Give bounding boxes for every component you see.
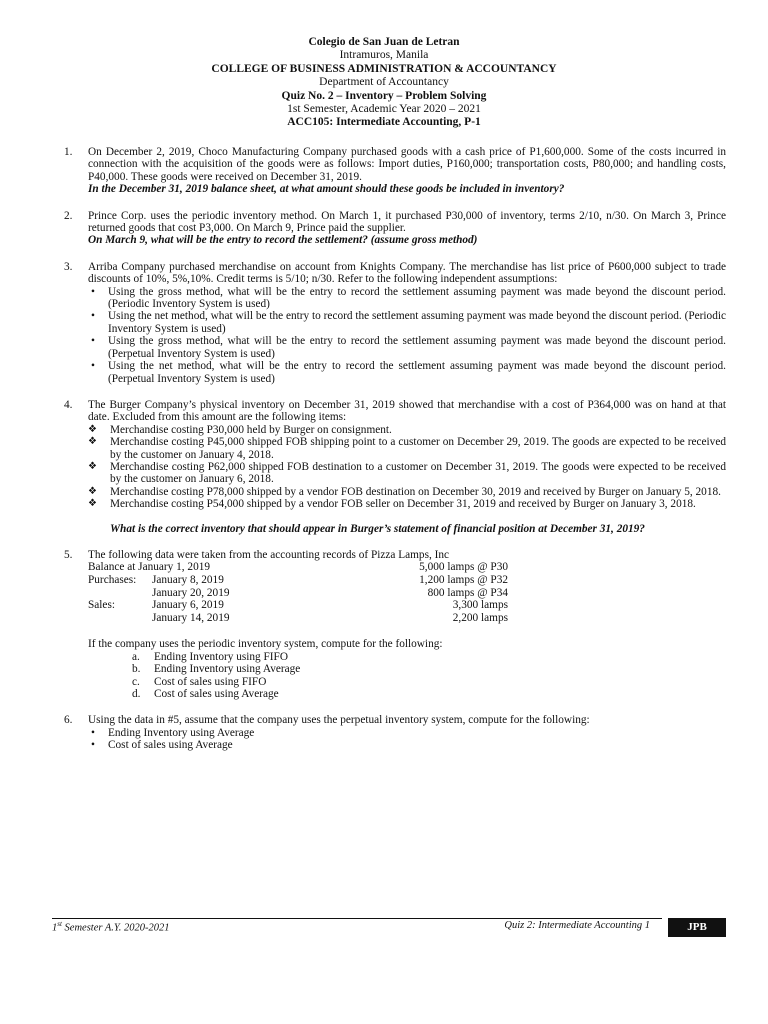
list-item: • Using the gross method, what will be the entry to record the settlement assuming payment was made beyond the discount period. (Periodic Inventory System is used) [91, 285, 726, 311]
question-text: Arriba Company purchased merchandise on account from Knights Company. The merchandise has list price of P600,000 subject to trade discounts of 10%, 5%,10%. Credit terms is 5/10; n/30. Refer to the following independent assumptions: [88, 260, 726, 286]
instruction-text: If the company uses the periodic inventory system, compute for the following: [88, 638, 443, 651]
table-row: Sales: January 6, 2019 3,300 lamps [88, 599, 508, 612]
question-text: The Burger Company’s physical inventory on December 31, 2019 showed that merchandise with a cost of P364,000 was on hand at that date. Excluded from this amount are the following items: [88, 398, 726, 424]
list-item: b. Ending Inventory using Average [132, 663, 301, 676]
list-item: ❖ Merchandise costing P54,000 shipped by a vendor FOB seller on December 31, 2019 and received by Burger on January 3, 2018. [88, 498, 696, 511]
excluded-items-list [88, 424, 726, 511]
table-row: Purchases: January 8, 2019 1,200 lamps @ P32 [88, 573, 508, 586]
document-header [0, 36, 768, 130]
diamond-bullet-icon: ❖ [88, 436, 97, 448]
diamond-bullet-icon: ❖ [88, 423, 97, 435]
question-prompt: On March 9, what will be the entry to record the settlement? (assume gross method) [88, 234, 478, 247]
bullet-icon: • [91, 285, 95, 298]
question-text: Using the data in #5, assume that the company uses the perpetual inventory system, compute for the following: [88, 714, 590, 727]
course-title: ACC105: Intermediate Accounting, P-1 [287, 116, 481, 129]
question-prompt: What is the correct inventory that should appear in Burger’s statement of financial position at December 31, 2019? [110, 522, 645, 535]
bullet-icon: • [91, 335, 95, 348]
question-6 [64, 714, 726, 751]
bullet-icon: • [91, 310, 95, 323]
question-3 [64, 261, 726, 385]
quiz-title: Quiz No. 2 – Inventory – Problem Solving [281, 89, 487, 102]
question-number: 1. [64, 146, 73, 158]
question-number: 3. [64, 260, 73, 273]
list-item: • Cost of sales using Average [91, 739, 233, 752]
question-text: The following data were taken from the accounting records of Pizza Lamps, Inc [88, 548, 450, 561]
list-item: • Ending Inventory using Average [91, 726, 255, 739]
list-item: d. Cost of sales using Average [132, 687, 279, 700]
table-row: January 14, 2019 2,200 lamps [152, 611, 508, 624]
question-1 [64, 146, 726, 196]
list-item: ❖ Merchandise costing P62,000 shipped FOB destination to a customer on December 31, 2019. The goods were expected to be received by the customer on January 6, 2018. [88, 460, 726, 486]
list-item: • Using the gross method, what will be the entry to record the settlement assuming payment was made beyond the discount period. (Perpetual Inventory System is used) [91, 335, 726, 360]
question-text: On December 2, 2019, Choco Manufacturing Company purchased goods with a cash price of P1,600,000. Some of the costs incurred in connection with the acquisition of the goods were as follows: Import duties, P160,000; transportation costs, P80,000; and handling costs, P40,000. These goods were received on December 31, 2019. [88, 146, 726, 183]
list-item: ❖ Merchandise costing P30,000 held by Burger on consignment. [88, 423, 392, 436]
list-item: • Using the net method, what will be the entry to record the settlement assuming payment was made beyond the discount period. (Perpetual Inventory System is used) [91, 360, 726, 385]
question-prompt: In the December 31, 2019 balance sheet, at what amount should these goods be included in inventory? [88, 183, 565, 196]
list-item: ❖ Merchandise costing P45,000 shipped FOB shipping point to a customer on December 29, 2019. The goods are expected to be received by the customer on January 4, 2018. [88, 436, 726, 461]
compute-list [88, 651, 726, 701]
diamond-bullet-icon: ❖ [88, 460, 97, 472]
list-item: a. Ending Inventory using FIFO [132, 650, 288, 663]
footer-rule [52, 918, 662, 919]
instructor-initials-badge: JPB [668, 918, 726, 937]
list-item: • Using the net method, what will be the entry to record the settlement assuming payment was made beyond the discount period. (Periodic Inventory System is used) [91, 310, 726, 335]
bullet-icon: • [91, 726, 95, 739]
question-2 [64, 210, 726, 247]
bullet-icon: • [91, 360, 95, 373]
school-location: Intramuros, Manila [339, 49, 429, 62]
question-text: Prince Corp. uses the periodic inventory method. On March 1, it purchased P30,000 of inventory, terms 2/10, n/30. On March 3, Prince returned goods that cost P3,000. On March 9, Prince paid the supplier. [88, 209, 726, 235]
list-item: c. Cost of sales using FIFO [132, 675, 267, 688]
footer-course: Quiz 2: Intermediate Accounting 1 [504, 920, 650, 931]
footer-semester: 1st Semester A.Y. 2020-2021 [52, 920, 170, 934]
diamond-bullet-icon: ❖ [88, 485, 97, 497]
semester-line: 1st Semester, Academic Year 2020 – 2021 [287, 103, 481, 116]
question-number: 5. [64, 548, 73, 561]
page-footer [52, 914, 726, 936]
quiz-body [64, 146, 726, 766]
list-item: ❖ Merchandise costing P78,000 shipped by a vendor FOB destination on December 30, 2019 and received by Burger on January 5, 2018. [88, 485, 721, 498]
inventory-data-table [88, 561, 508, 624]
school-name: Colegio de San Juan de Letran [308, 36, 460, 48]
department-name: Department of Accountancy [319, 76, 449, 89]
bullet-icon: • [91, 739, 95, 752]
question-number: 2. [64, 209, 73, 222]
question-number: 6. [64, 714, 73, 727]
question-4 [64, 399, 726, 535]
diamond-bullet-icon: ❖ [88, 498, 97, 510]
table-row: January 20, 2019 800 lamps @ P34 [152, 586, 508, 599]
table-row: Balance at January 1, 2019 5,000 lamps @ P30 [88, 561, 508, 574]
college-name: COLLEGE OF BUSINESS ADMINISTRATION & ACCOUNTANCY [211, 62, 557, 75]
question-number: 4. [64, 398, 73, 411]
question-5 [64, 549, 726, 700]
assumption-list [64, 286, 726, 385]
compute-list [64, 727, 726, 752]
